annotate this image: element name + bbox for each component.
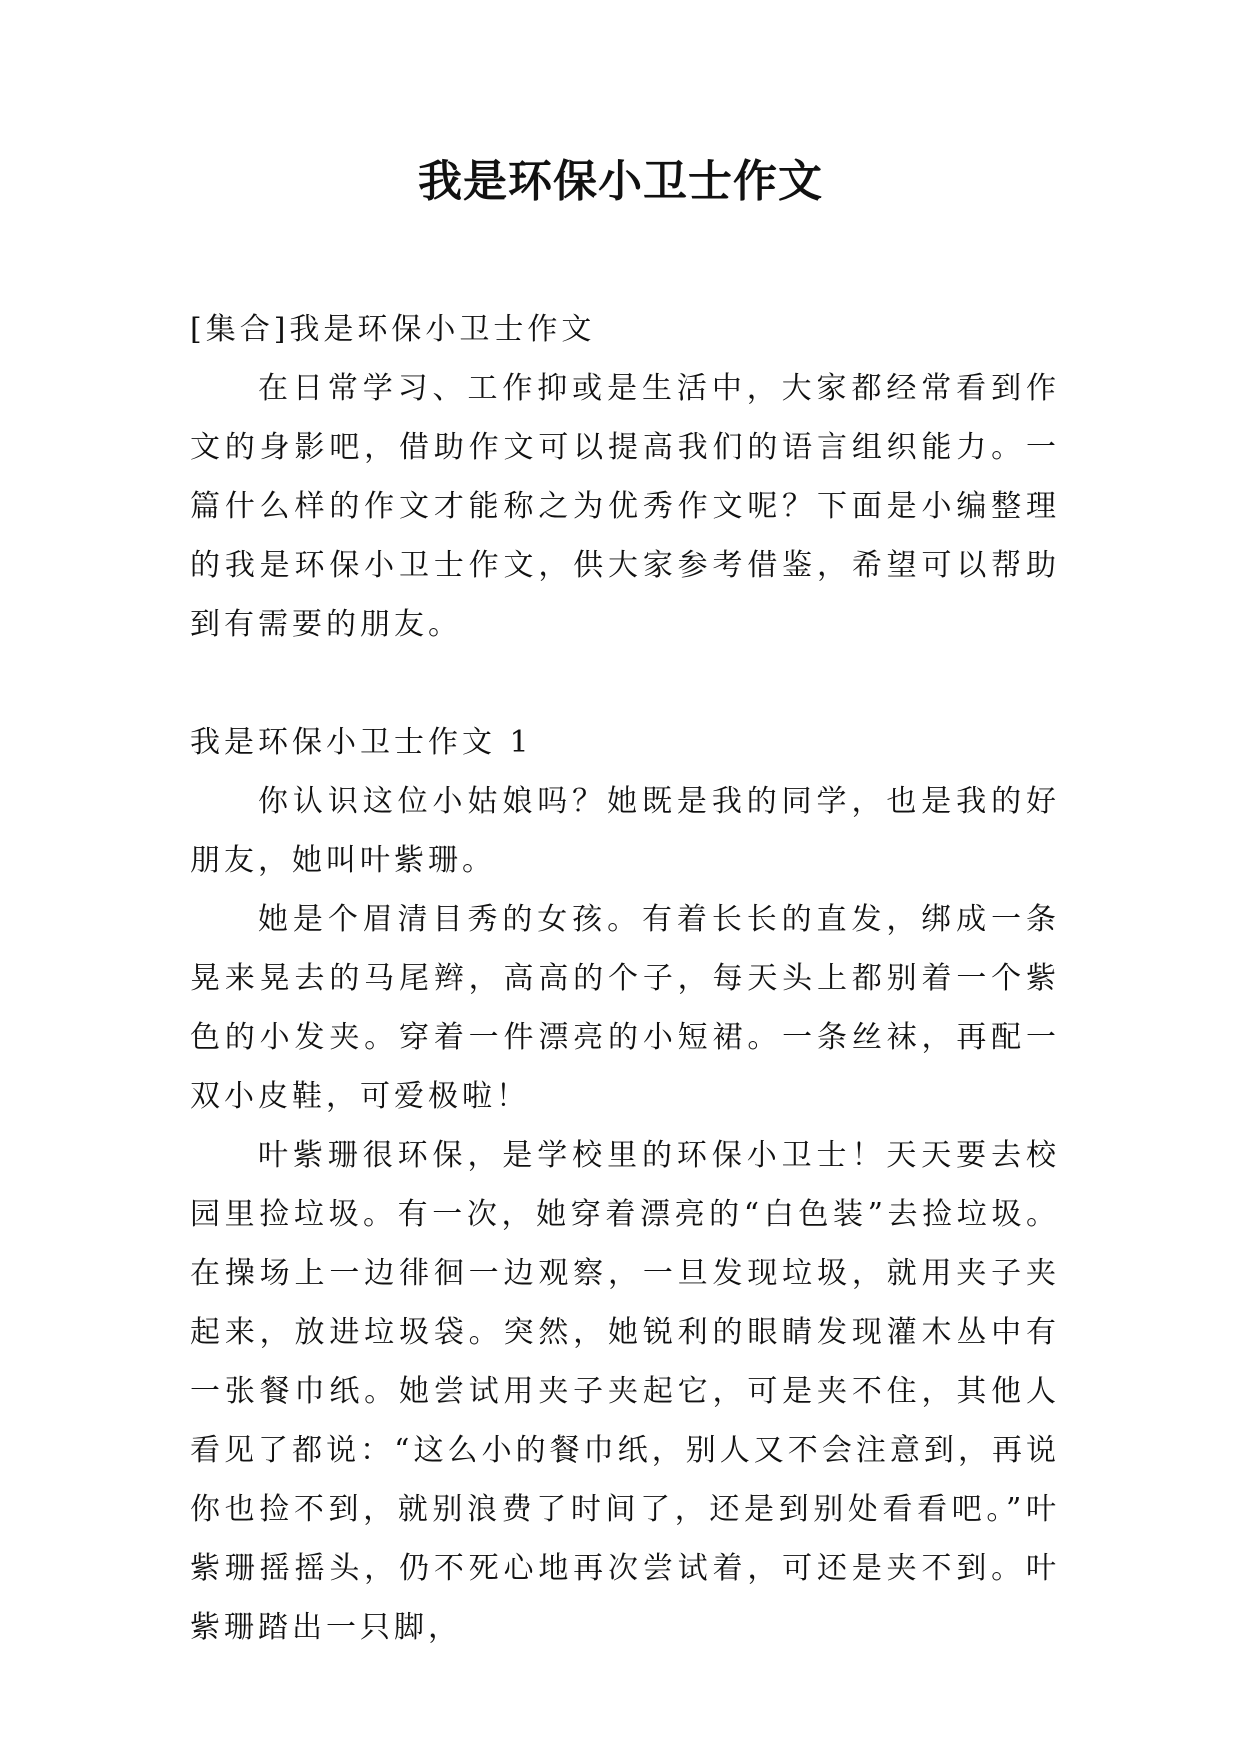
body-paragraph: 叶紫珊很环保，是学校里的环保小卫士！天天要去校园里捡垃圾。有一次，她穿着漂亮的“白色装”去捡垃圾。在操场上一边徘徊一边观察，一旦发现垃圾，就用夹子夹起来，放进垃圾袋。突然，她锐利的眼睛发现灌木丛中有一张餐巾纸。她尝试用夹子夹起它，可是夹不住，其他人看见了都说：“这么小的餐巾纸，别人又不会注意到，再说你也捡不到，就别浪费了时间了，还是到别处看看吧。”叶紫珊摇摇头，仍不死心地再次尝试着，可还是夹不到。叶紫珊踏出一只脚，	[190, 1138, 1060, 1645]
section-heading: 我是环保小卫士作文 1	[190, 725, 533, 760]
document-body	[190, 300, 1060, 1657]
intro-paragraph: 在日常学习、工作抑或是生活中，大家都经常看到作文的身影吧，借助作文可以提高我们的语言组织能力。一篇什么样的作文才能称之为优秀作文呢？下面是小编整理的我是环保小卫士作文，供大家参考借鉴，希望可以帮助到有需要的朋友。	[190, 371, 1060, 642]
body-paragraph: 她是个眉清目秀的女孩。有着长长的直发，绑成一条晃来晃去的马尾辫，高高的个子，每天头上都别着一个紫色的小发夹。穿着一件漂亮的小短裙。一条丝袜，再配一双小皮鞋，可爱极啦！	[190, 902, 1060, 1114]
document-subtitle: [集合]我是环保小卫士作文	[190, 312, 596, 347]
body-paragraph: 你认识这位小姑娘吗？她既是我的同学，也是我的好朋友，她叫叶紫珊。	[190, 784, 1060, 878]
paragraph-gap	[190, 654, 1060, 713]
document-title: 我是环保小卫士作文	[418, 156, 823, 207]
